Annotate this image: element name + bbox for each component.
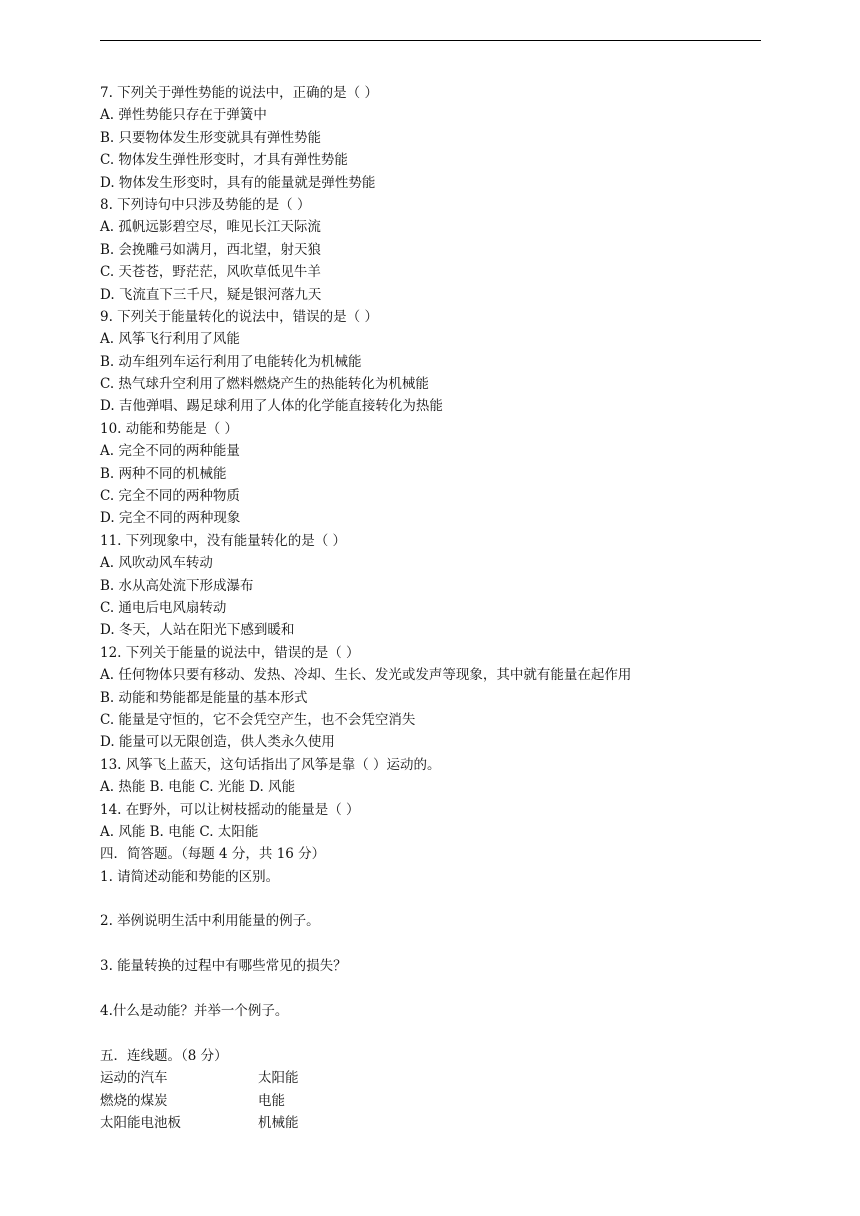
text-line: 13. 风筝飞上蓝天，这句话指出了风筝是靠（ ）运动的。	[100, 756, 441, 773]
text-line: B. 动能和势能都是能量的基本形式	[100, 689, 308, 706]
text-line: 9. 下列关于能量转化的说法中，错误的是（ ）	[100, 308, 378, 325]
text-line: 14. 在野外，可以让树枝摇动的能量是（ ）	[100, 801, 360, 818]
text-line: 3. 能量转换的过程中有哪些常见的损失？	[100, 958, 347, 975]
text-line: 四．简答题。（每题 4 分，共 16 分）	[100, 846, 326, 863]
text-line: A. 孤帆远影碧空尽，唯见长江天际流	[100, 219, 321, 236]
answer-space	[100, 888, 790, 910]
text-line: 11. 下列现象中，没有能量转化的是（ ）	[100, 532, 347, 549]
matching-right-item: 机械能	[258, 1114, 299, 1131]
text-line: 五．连线题。（8 分）	[100, 1047, 228, 1064]
answer-space	[100, 978, 790, 1000]
text-line: 7. 下列关于弹性势能的说法中，正确的是（ ）	[100, 85, 378, 101]
text-line: A. 完全不同的两种能量	[100, 443, 240, 460]
text-line: 1. 请简述动能和势能的区别。	[100, 868, 280, 885]
text-line: B. 动车组列车运行利用了电能转化为机械能	[100, 353, 362, 370]
text-line: A. 风吹动风车转动	[100, 555, 213, 572]
text-line: C. 完全不同的两种物质	[100, 488, 240, 505]
text-line: B. 水从高处流下形成瀑布	[100, 577, 254, 594]
text-line: D. 完全不同的两种现象	[100, 510, 241, 527]
answer-space	[100, 933, 790, 955]
matching-row	[100, 1090, 790, 1112]
text-line: 4.什么是动能？并举一个例子。	[100, 1003, 289, 1020]
text-line: C. 天苍苍，野茫茫，风吹草低见牛羊	[100, 264, 321, 281]
text-line: D. 冬天，人站在阳光下感到暖和	[100, 622, 295, 639]
matching-right-item: 电能	[258, 1092, 285, 1109]
text-line: B. 只要物体发生形变就具有弹性势能	[100, 129, 322, 146]
text-line: C. 通电后电风扇转动	[100, 599, 227, 616]
text-line: A. 任何物体只要有移动、发热、冷却、生长、发光或发声等现象，其中就有能量在起作用	[100, 667, 632, 684]
answer-space	[100, 1022, 790, 1044]
matching-row	[100, 1112, 790, 1134]
matching-row	[100, 1067, 790, 1089]
text-line: D. 飞流直下三千尺，疑是银河落九天	[100, 286, 322, 303]
text-line: 10. 动能和势能是（ ）	[100, 420, 239, 437]
document-body	[100, 82, 790, 1134]
question-lines	[100, 82, 790, 1067]
text-line: 2. 举例说明生活中利用能量的例子。	[100, 913, 320, 930]
text-line: D. 吉他弹唱、踢足球利用了人体的化学能直接转化为热能	[100, 398, 443, 415]
text-line: B. 会挽雕弓如满月，西北望，射天狼	[100, 241, 322, 258]
text-line: C. 物体发生弹性形变时，才具有弹性势能	[100, 152, 348, 169]
text-line: A. 风筝飞行利用了风能	[100, 331, 240, 348]
matching-right-item: 太阳能	[258, 1070, 299, 1087]
text-line: C. 能量是守恒的，它不会凭空产生，也不会凭空消失	[100, 711, 416, 728]
text-line: 12. 下列关于能量的说法中，错误的是（ ）	[100, 644, 360, 661]
matching-left-item: 燃烧的煤炭	[100, 1092, 168, 1109]
matching-list	[100, 1067, 790, 1134]
text-line: 8. 下列诗句中只涉及势能的是（ ）	[100, 196, 311, 213]
text-line: D. 物体发生形变时，具有的能量就是弹性势能	[100, 174, 376, 191]
text-line: C. 热气球升空利用了燃料燃烧产生的热能转化为机械能	[100, 376, 429, 393]
text-line: A. 弹性势能只存在于弹簧中	[100, 107, 267, 124]
matching-left-item: 运动的汽车	[100, 1070, 168, 1087]
text-line: D. 能量可以无限创造，供人类永久使用	[100, 734, 335, 751]
header-rule	[100, 40, 761, 41]
text-line: A. 风能 B. 电能 C. 太阳能	[100, 823, 259, 840]
matching-left-item: 太阳能电池板	[100, 1114, 181, 1131]
text-line: A. 热能 B. 电能 C. 光能 D. 风能	[100, 779, 296, 796]
text-line: B. 两种不同的机械能	[100, 465, 227, 482]
